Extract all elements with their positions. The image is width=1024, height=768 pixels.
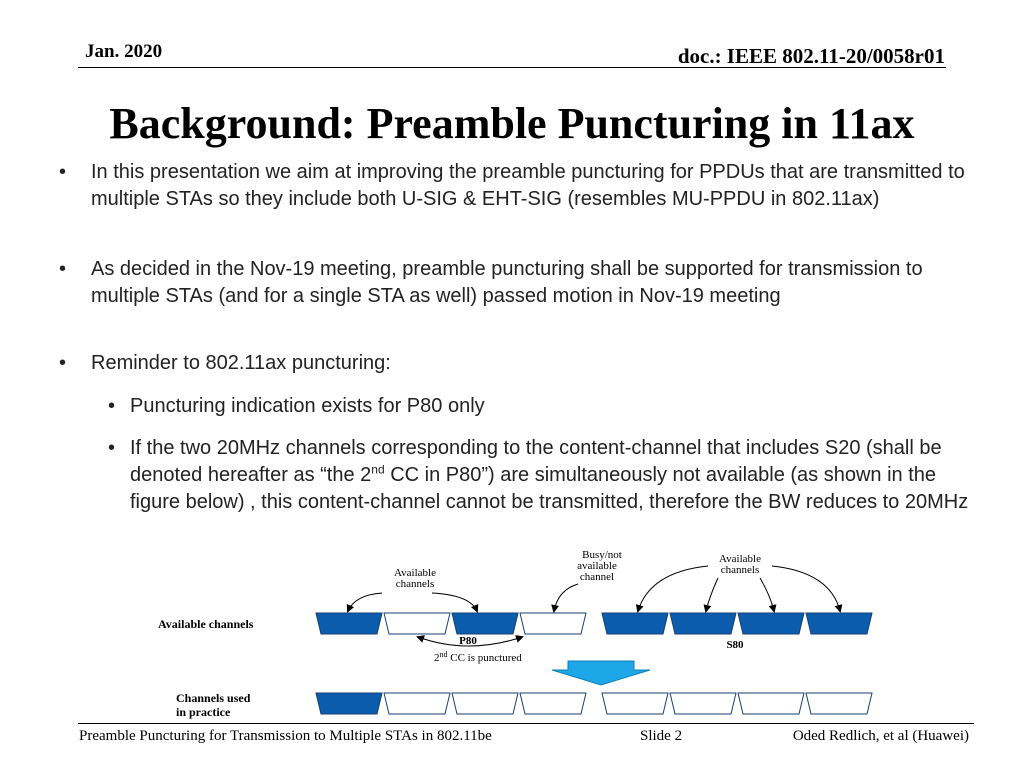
avail-left-line2: channels bbox=[395, 578, 435, 590]
arrow-busy bbox=[554, 584, 578, 611]
slide-title: Background: Preamble Puncturing in 11ax bbox=[109, 99, 915, 148]
bullet-glyph: • bbox=[108, 395, 116, 417]
header-rule bbox=[78, 67, 946, 68]
row2-channel-2 bbox=[384, 693, 450, 714]
row1-channel-7 bbox=[738, 613, 804, 634]
puncturing-figure bbox=[150, 540, 890, 720]
sub-bullet-2-sup: nd bbox=[371, 462, 385, 477]
row1-channel-5 bbox=[602, 613, 668, 634]
header-date: Jan. 2020 bbox=[85, 41, 163, 62]
busy-line3: channel bbox=[579, 571, 615, 583]
bullet-3-text: Reminder to 802.11ax puncturing: bbox=[91, 352, 391, 374]
busy-line2: available bbox=[577, 560, 617, 572]
row2-label-line2: in practice bbox=[176, 705, 231, 719]
row2-channel-4 bbox=[520, 693, 586, 714]
bullet-glyph: • bbox=[108, 437, 116, 459]
sub-bullet-2-text-post: CC in P80”) are simultaneously not available (as shown in the figure below) , this content-channel cannot be transmitted, therefore the BW reduces to 20MHz bbox=[130, 464, 969, 513]
bullet-2-text: As decided in the Nov-19 meeting, preamble puncturing shall be supported for transmission to multiple STAs (and for a single STA as well) passed motion in Nov-19 meeting bbox=[91, 258, 923, 307]
sub-bullet-1 bbox=[108, 393, 980, 420]
row2-channel-1 bbox=[316, 693, 382, 714]
bullet-glyph: • bbox=[59, 161, 67, 183]
bullet-1-text: In this presentation we aim at improving the preamble puncturing for PPDUs that are transmitted to multiple STAs so they include both U-SIG & EHT-SIG (resembles MU-PPDU in 802.11ax) bbox=[91, 161, 965, 210]
row1-channels bbox=[316, 613, 872, 634]
row1-channel-1 bbox=[316, 613, 382, 634]
busy-line1: Busy/not bbox=[582, 549, 622, 561]
footer-rule bbox=[78, 723, 974, 724]
row2-channel-3 bbox=[452, 693, 518, 714]
bullet-glyph: • bbox=[59, 352, 67, 374]
row2-channel-7 bbox=[738, 693, 804, 714]
down-arrow bbox=[552, 661, 650, 685]
arrow-avail-left-1 bbox=[348, 593, 382, 611]
avail-right-line1: Available bbox=[719, 553, 761, 565]
row1-channel-4 bbox=[520, 613, 586, 634]
footer-authors: Oded Redlich, et al (Huawei) bbox=[792, 728, 969, 744]
s80-label: S80 bbox=[726, 639, 744, 651]
row1-channel-8 bbox=[806, 613, 872, 634]
row2-label-line1: Channels used bbox=[176, 691, 251, 705]
arrow-avail-right-2 bbox=[706, 578, 718, 611]
avail-right-line2: channels bbox=[720, 564, 760, 576]
bullet-1 bbox=[59, 159, 971, 213]
row2-channel-5 bbox=[602, 693, 668, 714]
header-doc-id: doc.: IEEE 802.11-20/0058r01 bbox=[677, 44, 945, 68]
bullet-3 bbox=[59, 350, 971, 377]
p80-label: P80 bbox=[459, 635, 477, 647]
avail-left-line1: Available bbox=[394, 567, 436, 579]
row2-channels bbox=[316, 693, 872, 714]
sub-bullet-2-text-pre: If the two 20MHz channels corresponding to the content-channel that includes S20 (shall be denoted hereafter as “the 2 bbox=[130, 437, 942, 486]
bullet-glyph: • bbox=[59, 258, 67, 280]
sub-bullet-1-text: Puncturing indication exists for P80 only bbox=[130, 395, 485, 417]
arrow-avail-right-1 bbox=[638, 566, 708, 611]
row1-channel-3 bbox=[452, 613, 518, 634]
row1-channel-6 bbox=[670, 613, 736, 634]
footer-slide-number: Slide 2 bbox=[640, 728, 683, 744]
arrow-avail-right-4 bbox=[772, 566, 840, 611]
arrow-avail-left-2 bbox=[432, 593, 477, 611]
footer-title: Preamble Puncturing for Transmission to Multiple STAs in 802.11be bbox=[79, 728, 492, 744]
bullet-2 bbox=[59, 256, 971, 310]
row1-channel-2 bbox=[384, 613, 450, 634]
row1-label: Available channels bbox=[158, 617, 254, 631]
sub-bullet-2 bbox=[108, 435, 980, 516]
row2-channel-8 bbox=[806, 693, 872, 714]
row2-channel-6 bbox=[670, 693, 736, 714]
arrow-avail-right-3 bbox=[760, 578, 774, 611]
cc-label: 2nd CC is punctured bbox=[434, 650, 522, 664]
